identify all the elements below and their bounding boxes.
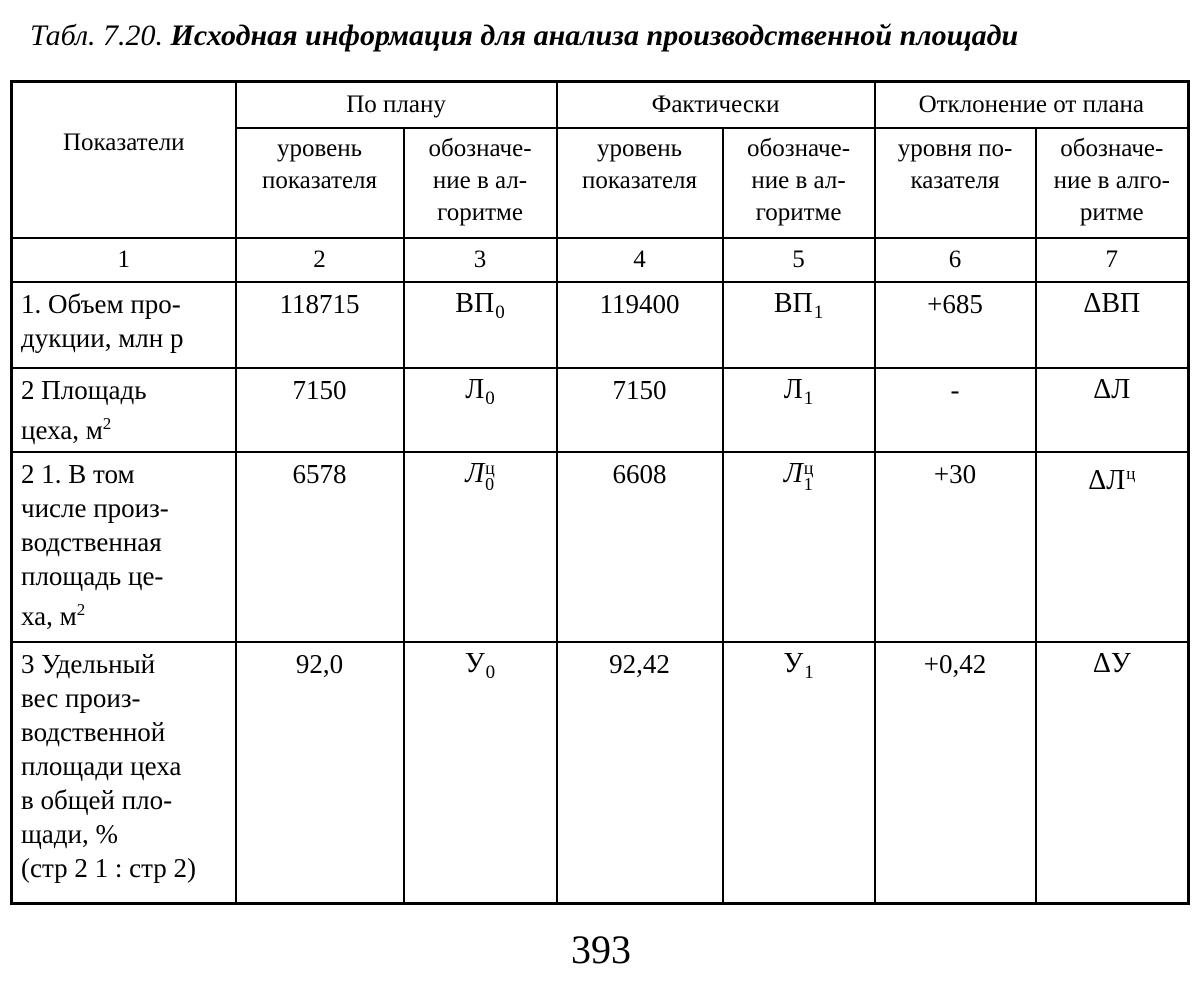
- symbol-indices: [803, 457, 814, 494]
- header-line: уровня по-: [897, 134, 1013, 162]
- plan-value: 7150: [236, 368, 404, 452]
- header-sub-code-fact: [723, 128, 875, 238]
- symbol-base: ΔВП: [1083, 287, 1141, 319]
- table-caption: [30, 16, 1190, 56]
- header-line: горитме: [755, 198, 842, 226]
- symbol-base: ВП: [455, 287, 495, 319]
- symbol-base: ΔУ: [1092, 647, 1131, 679]
- deviation-value: +30: [875, 452, 1036, 642]
- deviation-symbol: [1036, 642, 1189, 904]
- row-label-line: в общей пло-: [21, 784, 173, 815]
- header-group-fact: Фактически: [557, 82, 875, 128]
- header-group-plan: По плану: [236, 82, 557, 128]
- symbol-subscript: 0: [485, 473, 495, 494]
- fact-symbol: [723, 452, 875, 642]
- fact-value: 6608: [557, 452, 723, 642]
- header-group-deviation: Отклонение от плана: [875, 82, 1189, 128]
- page-number: 393: [571, 927, 631, 972]
- header-line: казателя: [910, 166, 1000, 194]
- symbol-base: Л: [783, 457, 803, 489]
- caption-number: Табл. 7.20.: [30, 19, 164, 52]
- header-line: ние в алго-: [1053, 166, 1170, 194]
- table-row: [12, 642, 1189, 904]
- plan-symbol: [404, 282, 557, 368]
- symbol-base: ВП: [773, 287, 813, 319]
- header-line: ние в ал-: [751, 166, 846, 194]
- symbol-subscript: 1: [803, 387, 814, 409]
- deviation-symbol: [1036, 282, 1189, 368]
- plan-value: 92,0: [236, 642, 404, 904]
- deviation-value: +0,42: [875, 642, 1036, 904]
- header-sub-level-plan: [236, 128, 404, 238]
- column-number: 5: [723, 238, 875, 282]
- fact-value: 7150: [557, 368, 723, 452]
- symbol-subscript: 0: [485, 661, 496, 683]
- row-label-line: ха, м: [21, 600, 77, 631]
- table-body: [12, 282, 1189, 904]
- row-label-line: водственная: [21, 526, 162, 557]
- row-label-line: щади, %: [21, 818, 118, 849]
- symbol-subscript: 1: [813, 301, 824, 323]
- table-row: [12, 368, 1189, 452]
- row-label-line: площади цеха: [21, 750, 182, 781]
- row-label: [12, 368, 236, 452]
- header-sub-level-deviation: [875, 128, 1036, 238]
- table-row: [12, 452, 1189, 642]
- symbol-base: ΔЛ: [1088, 464, 1126, 496]
- symbol-indices: [485, 457, 495, 494]
- row-label-line: цеха, м: [21, 414, 103, 445]
- symbol-base: У: [464, 647, 485, 679]
- header-line: обозначе-: [428, 134, 532, 162]
- source-data-table: [10, 80, 1190, 905]
- column-number: 7: [1036, 238, 1189, 282]
- symbol-base: ΔЛ: [1093, 373, 1131, 405]
- row-label-line: 3 Удельный: [21, 648, 156, 679]
- row-label-line: площадь це-: [21, 560, 164, 591]
- symbol-superscript: ц: [1126, 463, 1136, 483]
- plan-symbol: [404, 452, 557, 642]
- plan-symbol: [404, 642, 557, 904]
- row-label-line: (стр 2 1 : стр 2): [21, 852, 196, 883]
- symbol-subscript: 1: [804, 661, 814, 683]
- symbol-base: У: [783, 647, 804, 679]
- row-label: [12, 642, 236, 904]
- unit-superscript: 2: [76, 599, 86, 619]
- symbol-base: Л: [783, 373, 803, 405]
- header-sub-level-fact: [557, 128, 723, 238]
- header-sub-code-deviation: [1036, 128, 1189, 238]
- symbol-base: Л: [465, 457, 485, 489]
- header-line: обозначе-: [746, 134, 851, 162]
- column-number: 1: [12, 238, 236, 282]
- deviation-symbol: [1036, 368, 1189, 452]
- symbol-subscript: 0: [495, 301, 505, 323]
- table-row: [12, 282, 1189, 368]
- header-line: уровень: [276, 134, 363, 162]
- column-number: 2: [236, 238, 404, 282]
- header-line: горитме: [437, 198, 523, 226]
- unit-superscript: 2: [102, 413, 112, 433]
- fact-symbol: [723, 642, 875, 904]
- deviation-value: +685: [875, 282, 1036, 368]
- deviation-value: -: [875, 368, 1036, 452]
- symbol-subscript: 1: [803, 473, 813, 494]
- header-line: показателя: [261, 166, 378, 194]
- plan-value: 118715: [236, 282, 404, 368]
- plan-symbol: [404, 368, 557, 452]
- header-line: показателя: [581, 166, 698, 194]
- header-line: уровень: [596, 134, 683, 162]
- fact-symbol: [723, 282, 875, 368]
- header-line: ритме: [1079, 198, 1144, 226]
- row-label-line: водственной: [21, 716, 166, 747]
- row-label-line: 1. Объем про-: [21, 288, 181, 319]
- fact-symbol: [723, 368, 875, 452]
- symbol-subscript: 0: [485, 387, 495, 409]
- fact-value: 119400: [557, 282, 723, 368]
- row-label-line: 2 Площадь: [21, 374, 147, 405]
- column-number: 4: [557, 238, 723, 282]
- row-label: [12, 452, 236, 642]
- symbol-base: Л: [465, 373, 485, 405]
- caption-title: Исходная информация для анализа производственной площади: [170, 19, 1019, 52]
- symbol-superscript: ц: [485, 457, 495, 478]
- row-label-line: вес произ-: [21, 682, 141, 713]
- plan-value: 6578: [236, 452, 404, 642]
- symbol-superscript: ц: [803, 457, 814, 478]
- deviation-symbol: [1036, 452, 1189, 642]
- row-label: [12, 282, 236, 368]
- header-line: обозначе-: [1060, 134, 1164, 162]
- column-number: 6: [875, 238, 1036, 282]
- row-label-line: числе произ-: [21, 492, 169, 523]
- fact-value: 92,42: [557, 642, 723, 904]
- header-line: ние в ал-: [432, 166, 528, 194]
- row-label-line: дукции, млн р: [21, 322, 184, 353]
- column-number: 3: [404, 238, 557, 282]
- header-indicators: Показатели: [12, 82, 236, 238]
- row-label-line: 2 1. В том: [21, 458, 135, 489]
- header-sub-code-plan: [404, 128, 557, 238]
